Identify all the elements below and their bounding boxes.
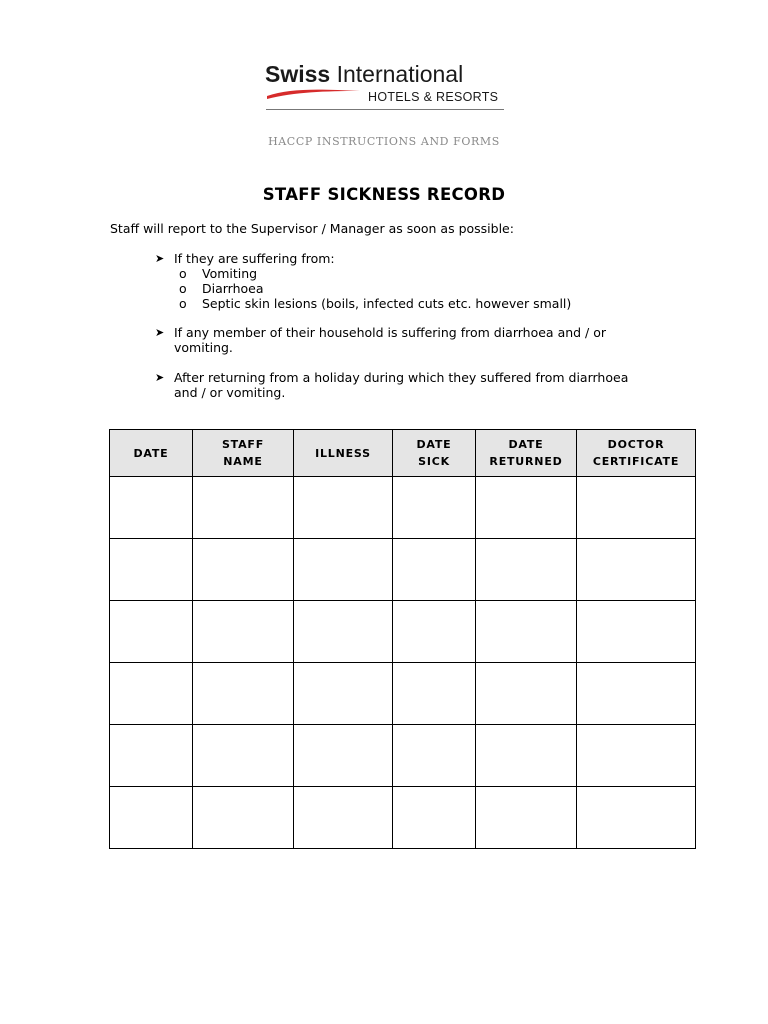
table-cell[interactable]: [476, 663, 577, 725]
sub-bullet-marker: o: [179, 266, 187, 281]
table-cell[interactable]: [577, 601, 696, 663]
bullet-text-line: vomiting.: [174, 340, 233, 355]
table-cell[interactable]: [193, 663, 294, 725]
table-cell[interactable]: [110, 601, 193, 663]
table-cell[interactable]: [193, 601, 294, 663]
table-cell[interactable]: [294, 663, 393, 725]
table-row: [110, 725, 696, 787]
hotel-logo: [265, 60, 510, 112]
bullet-arrow-icon: ➤: [155, 252, 165, 265]
sub-bullet-marker: o: [179, 296, 187, 311]
table-cell[interactable]: [577, 663, 696, 725]
column-header-doctor-certificate: DOCTOR CERTIFICATE: [577, 430, 696, 477]
table-cell[interactable]: [193, 539, 294, 601]
intro-text: Staff will report to the Supervisor / Manager as soon as possible:: [110, 221, 514, 236]
table-cell[interactable]: [393, 539, 476, 601]
table-cell[interactable]: [294, 601, 393, 663]
table-cell[interactable]: [476, 601, 577, 663]
table-cell[interactable]: [393, 725, 476, 787]
table-cell[interactable]: [577, 539, 696, 601]
column-header-date-sick: DATE SICK: [393, 430, 476, 477]
table-cell[interactable]: [193, 725, 294, 787]
logo-tagline: HOTELS & RESORTS: [368, 90, 499, 104]
table-row: [110, 663, 696, 725]
bullet-text: [174, 370, 664, 400]
document-header: HACCP INSTRUCTIONS AND FORMS: [268, 135, 500, 148]
column-header-date-returned: DATE RETURNED: [476, 430, 577, 477]
logo-wordmark: [265, 60, 463, 88]
table-row: [110, 601, 696, 663]
table-cell[interactable]: [110, 787, 193, 849]
logo-swoosh-icon: [265, 88, 365, 102]
table-cell[interactable]: [476, 725, 577, 787]
sickness-record-table: [109, 429, 696, 849]
sub-item-text: Septic skin lesions (boils, infected cuts etc. however small): [202, 296, 572, 311]
column-header-illness: ILLNESS: [294, 430, 393, 477]
table-cell[interactable]: [393, 477, 476, 539]
sub-item-text: Diarrhoea: [202, 281, 264, 296]
table-cell[interactable]: [393, 663, 476, 725]
table-cell[interactable]: [577, 725, 696, 787]
table-cell[interactable]: [294, 477, 393, 539]
table-cell[interactable]: [294, 725, 393, 787]
bullet-text-line: and / or vomiting.: [174, 385, 286, 400]
table-cell[interactable]: [577, 787, 696, 849]
table-cell[interactable]: [476, 539, 577, 601]
bullet-arrow-icon: ➤: [155, 371, 165, 384]
table-cell[interactable]: [393, 787, 476, 849]
logo-brand-bold: Swiss: [265, 61, 331, 87]
table-cell[interactable]: [294, 539, 393, 601]
table-cell[interactable]: [110, 663, 193, 725]
logo-divider: [266, 109, 504, 110]
column-header-date: DATE: [110, 430, 193, 477]
bullet-text: [174, 325, 664, 355]
sub-item-text: Vomiting: [202, 266, 258, 281]
table-header-row: [110, 430, 696, 477]
logo-brand-regular: International: [336, 61, 464, 87]
table-row: [110, 539, 696, 601]
table-cell[interactable]: [110, 539, 193, 601]
page-title: STAFF SICKNESS RECORD: [262, 185, 506, 204]
table-cell[interactable]: [476, 787, 577, 849]
table-cell[interactable]: [393, 601, 476, 663]
table-row: [110, 787, 696, 849]
table-cell[interactable]: [476, 477, 577, 539]
table-cell[interactable]: [193, 787, 294, 849]
table-cell[interactable]: [193, 477, 294, 539]
table-row: [110, 477, 696, 539]
table-cell[interactable]: [110, 477, 193, 539]
sub-bullet-marker: o: [179, 281, 187, 296]
column-header-staff-name: STAFF NAME: [193, 430, 294, 477]
bullet-arrow-icon: ➤: [155, 326, 165, 339]
bullet-text: If they are suffering from:: [174, 251, 335, 266]
table-cell[interactable]: [110, 725, 193, 787]
bullet-text-line: After returning from a holiday during which they suffered from diarrhoea: [174, 370, 629, 385]
table-cell[interactable]: [577, 477, 696, 539]
bullet-text-line: If any member of their household is suffering from diarrhoea and / or: [174, 325, 607, 340]
table-cell[interactable]: [294, 787, 393, 849]
